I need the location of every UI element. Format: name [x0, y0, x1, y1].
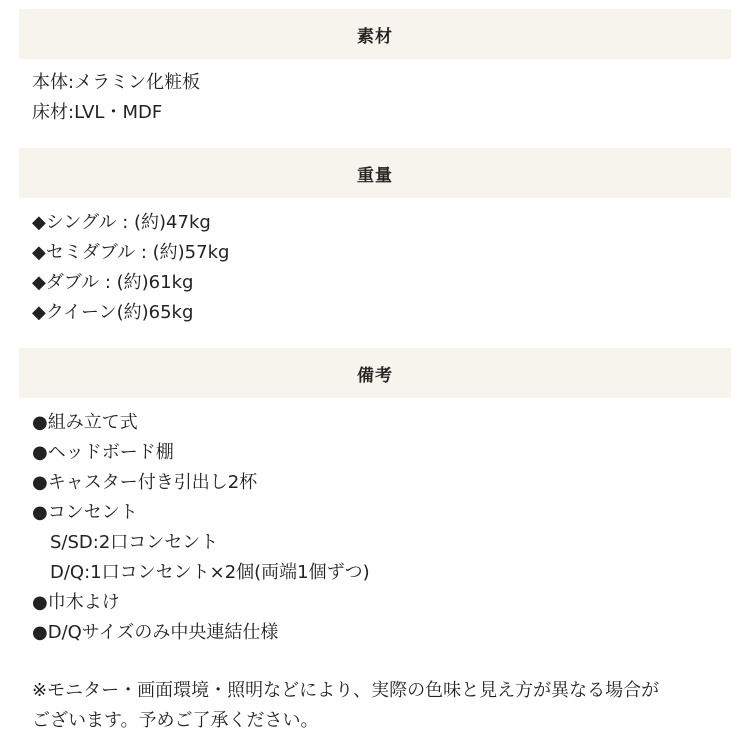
weight-details: [32, 208, 229, 328]
weight-queen-line: ◆クイーン(約)65kg: [32, 302, 194, 323]
weight-single-line: ◆シングル : (約)47kg: [32, 212, 211, 233]
note-line: ※モニター・画面環境・照明などにより、実際の色味と見え方が異なる場合が: [32, 680, 660, 701]
material-details: [32, 68, 200, 128]
remarks-details: [32, 408, 370, 648]
weight-double-line: ◆ダブル : (約)61kg: [32, 272, 194, 293]
remark-outlet-d-q-line: D/Q:1口コンセント×2個(両端1個ずつ): [50, 562, 370, 583]
material-section-header: [19, 9, 731, 59]
weight-semi-double-line: ◆セミダブル : (約)57kg: [32, 242, 230, 263]
remark-assembly-line: ●組み立て式: [32, 412, 138, 433]
material-body-line: 本体:メラミン化粧板: [32, 72, 201, 93]
remark-center-joint-line: ●D/Qサイズのみ中央連結仕様: [32, 622, 279, 643]
remark-headboard-shelf-line: ●ヘッドボード棚: [32, 442, 174, 463]
weight-section-header: [19, 148, 731, 198]
material-header-label: 素材: [357, 26, 393, 47]
remark-baseboard-line: ●巾木よけ: [32, 592, 120, 613]
remarks-header-label: 備考: [357, 365, 393, 386]
remarks-section-header: [19, 348, 731, 398]
remark-outlet-s-sd-line: S/SD:2口コンセント: [50, 532, 219, 553]
color-disclaimer-note: [32, 676, 732, 736]
note-line: ございます。予めご了承ください。: [32, 710, 319, 731]
remark-caster-drawer-line: ●キャスター付き引出し2杯: [32, 472, 258, 493]
remark-outlet-line: ●コンセント: [32, 502, 138, 523]
material-floor-line: 床材:LVL・MDF: [32, 102, 163, 123]
weight-header-label: 重量: [357, 165, 393, 186]
